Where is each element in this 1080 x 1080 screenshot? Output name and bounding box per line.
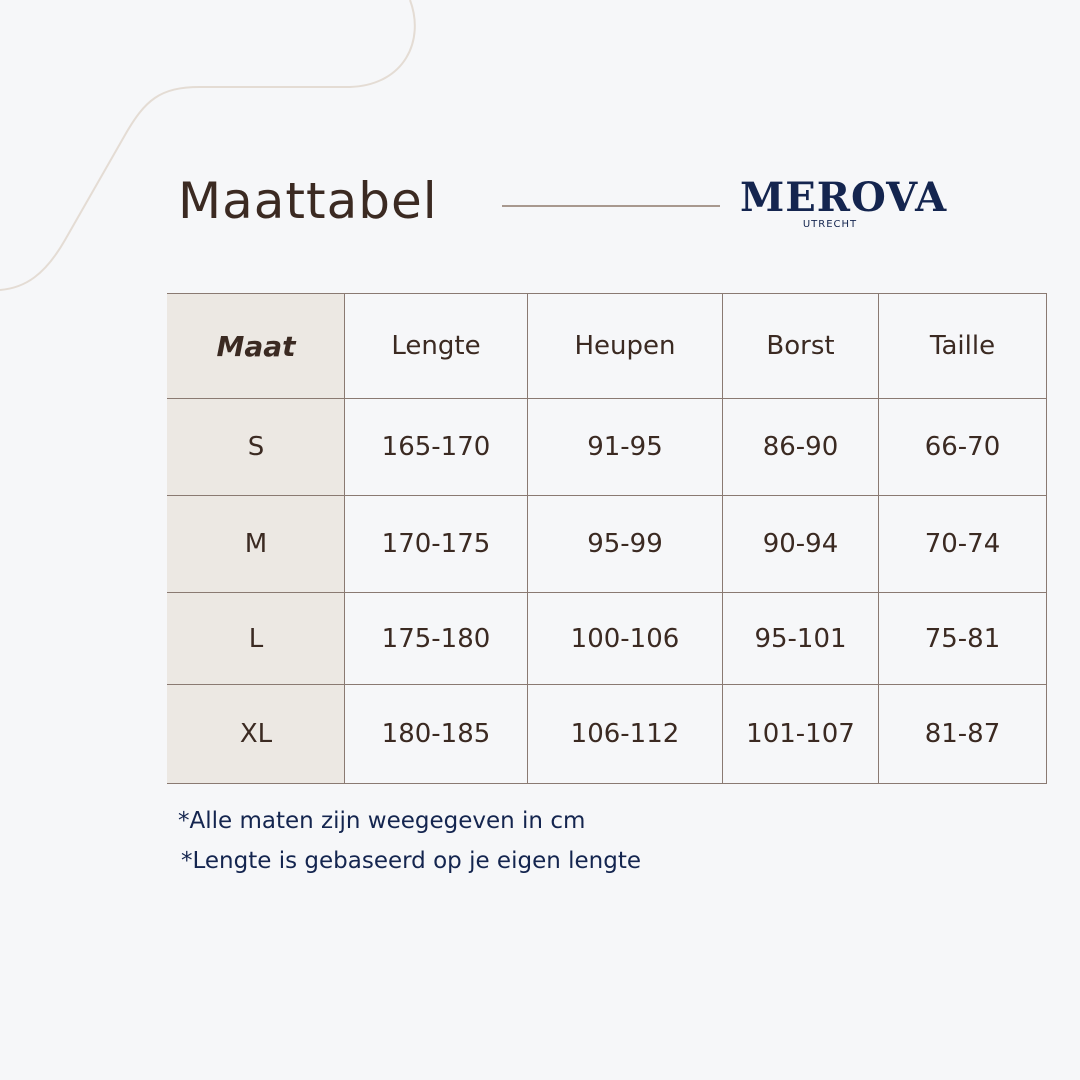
decorative-curve [0, 0, 440, 300]
table-cell: 70-74 [879, 496, 1047, 593]
header-heupen: Heupen [528, 294, 723, 399]
footnotes [178, 808, 641, 888]
footnote-length: *Lengte is gebaseerd op je eigen lengte [181, 848, 641, 874]
size-label: XL [168, 685, 345, 784]
header-taille: Taille [879, 294, 1047, 399]
table-cell: 101-107 [723, 685, 879, 784]
size-label: S [168, 399, 345, 496]
table-cell: 165-170 [345, 399, 528, 496]
table-cell: 66-70 [879, 399, 1047, 496]
table-row [168, 496, 1047, 593]
table-cell: 75-81 [879, 593, 1047, 685]
brand-logo [740, 174, 948, 230]
table-cell: 106-112 [528, 685, 723, 784]
footnote-units: *Alle maten zijn weegegeven in cm [178, 808, 586, 834]
table-cell: 91-95 [528, 399, 723, 496]
table-cell: 175-180 [345, 593, 528, 685]
table-row [168, 399, 1047, 496]
table-header-row [168, 294, 1047, 399]
logo-wordmark: MEROVA [740, 174, 948, 221]
header-borst: Borst [723, 294, 879, 399]
table-cell: 180-185 [345, 685, 528, 784]
size-label: L [168, 593, 345, 685]
table-cell: 170-175 [345, 496, 528, 593]
table-cell: 81-87 [879, 685, 1047, 784]
table-cell: 95-99 [528, 496, 723, 593]
table-cell: 86-90 [723, 399, 879, 496]
page-title: Maattabel [178, 172, 438, 230]
title-divider [502, 205, 720, 207]
table-row [168, 685, 1047, 784]
table-cell: 100-106 [528, 593, 723, 685]
header-lengte: Lengte [345, 294, 528, 399]
size-label: M [168, 496, 345, 593]
logo-subtitle: UTRECHT [802, 219, 858, 230]
table-cell: 90-94 [723, 496, 879, 593]
size-table [167, 293, 1047, 784]
table-row [168, 593, 1047, 685]
header-maat: Maat [168, 294, 345, 399]
table-cell: 95-101 [723, 593, 879, 685]
